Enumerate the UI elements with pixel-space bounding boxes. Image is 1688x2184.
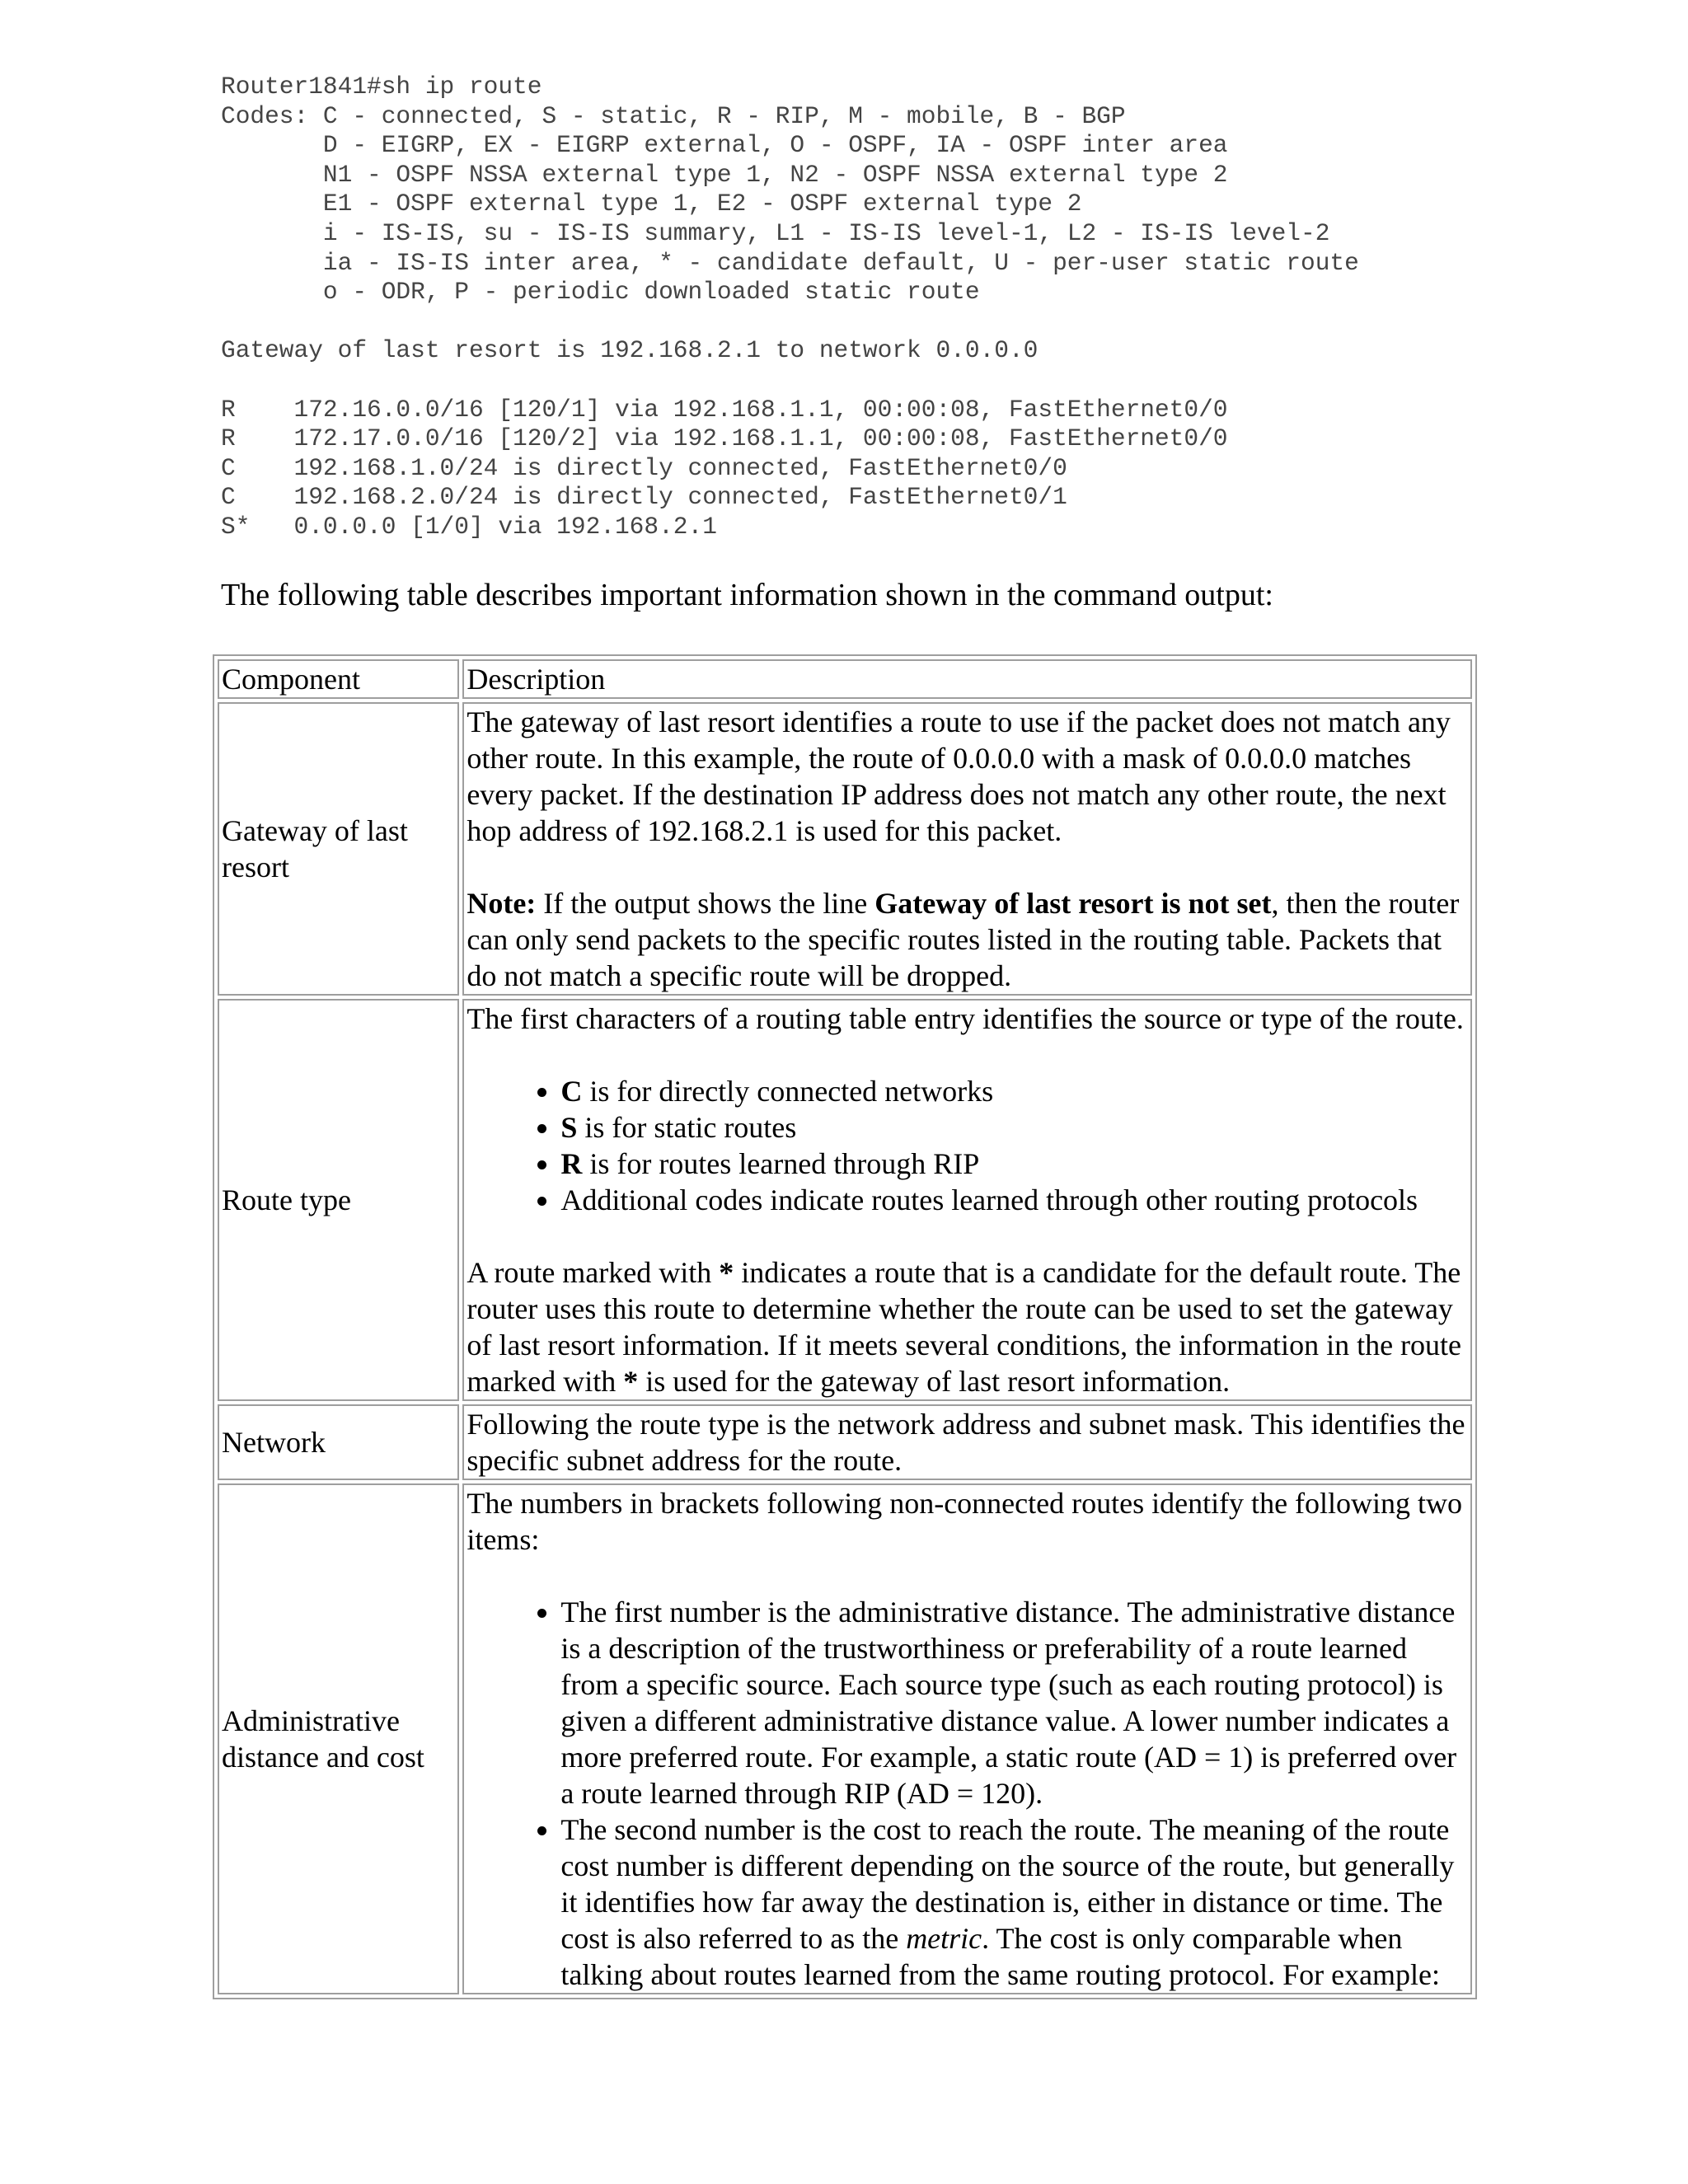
route-code-text: Additional codes indicate routes learned through other routing protocols: [560, 1183, 1418, 1216]
gateway-note: [467, 885, 1468, 994]
list-item: [560, 1811, 1468, 1993]
description-cell: [462, 999, 1472, 1401]
table-row-route-type: [218, 999, 1472, 1401]
text-run: A route marked with: [467, 1256, 720, 1289]
header-description: Description: [462, 659, 1472, 699]
cli-line: C 192.168.1.0/24 is directly connected, FastEthernet0/0: [221, 453, 1067, 482]
list-item: [560, 1109, 1468, 1146]
cli-line: Gateway of last resort is 192.168.2.1 to network 0.0.0.0: [221, 336, 1039, 365]
cli-line: ia - IS-IS inter area, * - candidate default, U - per-user static route: [221, 248, 1359, 277]
candidate-default-description: [467, 1254, 1468, 1399]
table-row-admin-distance: [218, 1483, 1472, 1994]
description-cell: [462, 1404, 1472, 1480]
list-item: [560, 1073, 1468, 1109]
table-row-gateway: [218, 702, 1472, 996]
text-run: The second number is the cost to reach the route. The meaning of the route cost number is different depending on the source of the route, but generally it identifies how far away the destination is, either in distance or time. The cost is also referred to as the: [560, 1813, 1455, 1955]
admin-description: The numbers in brackets following non-connected routes identify the following two items:: [467, 1487, 1463, 1556]
component-cell: Gateway of last resort: [218, 702, 459, 996]
route-code: R: [560, 1147, 583, 1180]
cli-line: i - IS-IS, su - IS-IS summary, L1 - IS-IS level-1, L2 - IS-IS level-2: [221, 218, 1330, 247]
text-run: is used for the gateway of last resort information.: [638, 1365, 1231, 1398]
note-label: Note:: [467, 887, 537, 920]
star-symbol: *: [623, 1365, 639, 1398]
note-text: , then the router can only send packets to the specific routes listed in the routing table. Packets that do not match a specific route will be dropped.: [467, 887, 1460, 992]
route-code-text: is for directly connected networks: [582, 1075, 994, 1108]
cli-line: Codes: C - connected, S - static, R - RIP, M - mobile, B - BGP: [221, 101, 1126, 130]
cli-line: [221, 307, 1359, 337]
cli-line: [221, 366, 1359, 396]
list-item: [560, 1146, 1468, 1182]
cli-output: [221, 73, 1359, 542]
component-cell: Network: [218, 1404, 459, 1480]
gateway-description: The gateway of last resort identifies a route to use if the packet does not match any other route. In this example, the route of 0.0.0.0 with a mask of 0.0.0.0 matches every packet. If the destination IP address does not match any other route, the next hop address of 192.168.2.1 is used for this packet.: [467, 705, 1451, 847]
cli-line: E1 - OSPF external type 1, E2 - OSPF external type 2: [221, 190, 1082, 218]
cli-line: Router1841#sh ip route: [221, 73, 542, 101]
intro-paragraph: The following table describes important information shown in the command output:: [221, 578, 1273, 612]
star-symbol: *: [719, 1256, 734, 1289]
description-cell: [462, 702, 1472, 996]
text-run: indicates a route that is a candidate for the default route. The router uses this route to determine whether the route can be used to set the gateway of last resort information. If it meets several conditions, the information in the route marked with: [467, 1256, 1462, 1398]
cli-line: C 192.168.2.0/24 is directly connected, FastEthernet0/1: [221, 483, 1067, 512]
cli-line: o - ODR, P - periodic downloaded static route: [221, 278, 980, 307]
note-text: If the output shows the line: [536, 887, 875, 920]
route-code-list: [467, 1073, 1468, 1218]
header-component: Component: [218, 659, 459, 699]
cli-line: N1 - OSPF NSSA external type 1, N2 - OSPF NSSA external type 2: [221, 160, 1228, 189]
table-row-network: [218, 1404, 1472, 1480]
route-code: C: [560, 1075, 583, 1108]
cli-line: S* 0.0.0.0 [1/0] via 192.168.2.1: [221, 512, 717, 541]
text-run: . The cost is only comparable when talking about routes learned from the same routing protocol. For example:: [560, 1922, 1441, 1991]
description-cell: [462, 1483, 1472, 1994]
route-code: S: [560, 1111, 578, 1144]
route-type-description: The first characters of a routing table entry identifies the source or type of the route.: [467, 1002, 1464, 1035]
cli-line: R 172.17.0.0/16 [120/2] via 192.168.1.1, 00:00:08, FastEthernet0/0: [221, 424, 1228, 453]
cli-line: R 172.16.0.0/16 [120/1] via 192.168.1.1, 00:00:08, FastEthernet0/0: [221, 395, 1228, 424]
admin-list: [467, 1594, 1468, 1993]
description-table: [213, 654, 1477, 1999]
component-cell: Route type: [218, 999, 459, 1401]
component-cell: Administrative distance and cost: [218, 1483, 459, 1994]
table-header-row: [218, 659, 1472, 699]
note-bold-text: Gateway of last resort is not set: [874, 887, 1272, 920]
list-item: • The first number is the administrative distance. The administrative distance is a description of the trustworthiness or preferability of a route learned from a specific source. Each source type (such as each routing protocol) is given a different administrative distance value. A lower number indicates a more preferred route. For example, a static route (AD = 1) is preferred over a route learned through RIP (AD = 120).: [560, 1594, 1468, 1811]
metric-term: metric: [906, 1922, 982, 1955]
network-description: Following the route type is the network address and subnet mask. This identifies the specific subnet address for the route.: [467, 1408, 1465, 1477]
list-item: [560, 1182, 1468, 1218]
route-code-text: is for static routes: [577, 1111, 797, 1144]
cli-line: D - EIGRP, EX - EIGRP external, O - OSPF, IA - OSPF inter area: [221, 131, 1228, 160]
route-code-text: is for routes learned through RIP: [582, 1147, 980, 1180]
